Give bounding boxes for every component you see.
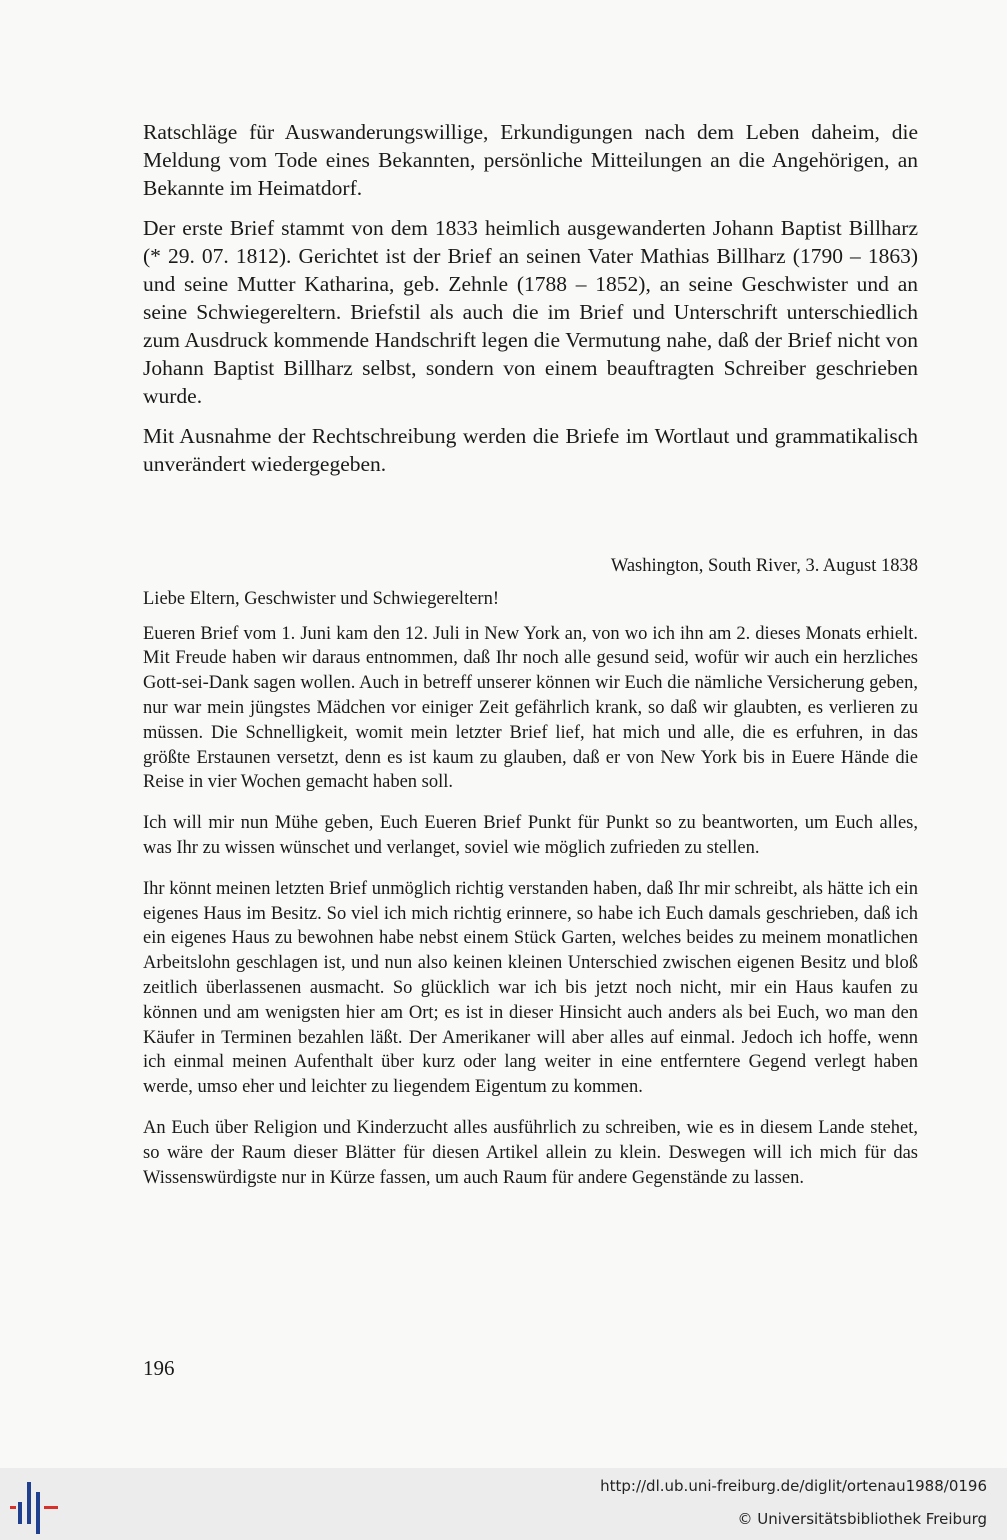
footer-copyright: © Universitätsbibliothek Freiburg: [737, 1510, 987, 1528]
footer-url-link[interactable]: http://dl.ub.uni-freiburg.de/diglit/ortenau1988/0196: [600, 1477, 987, 1495]
letter-salutation: Liebe Eltern, Geschwister und Schwiegereltern!: [143, 588, 499, 609]
letter-paragraph: Ich will mir nun Mühe geben, Euch Eueren Brief Punkt für Punkt so zu beantworten, um Euch alles, was Ihr zu wissen wünschet und verlanget, soviel wie möglich zufrieden zu stellen.: [143, 813, 918, 858]
page-number: 196: [143, 1356, 175, 1380]
intro-paragraph: Ratschläge für Auswanderungswillige, Erkundigungen nach dem Leben daheim, die Meldung vom Tode eines Bekannten, persönliche Mitteilungen an die Angehörigen, an Bekannte im Heimatdorf.: [143, 120, 918, 200]
letter-paragraph: Ihr könnt meinen letzten Brief unmöglich richtig verstanden haben, daß Ihr mir schreibt, als hätte ich ein eigenes Haus im Besitz. So viel ich mich richtig erinnere, so habe ich Euch damals geschrieben, daß ich ein eigenes Haus zu bewohnen habe nebst einem Stück Garten, welches beides zu meinem monatlichen Arbeitslohn geschlagen ist, und nun also keinen kleinen Unterschied zwischen eigenen Besitz und bloß zeitlich überlassenen ausmacht. So glücklich war ich bis jetzt noch nicht, mir ein Haus kaufen zu können und am wenigsten hier am Ort; es ist in dieser Hinsicht auch anders als bei Euch, wo man den Käufer in Terminen bezahlen läßt. Der Amerikaner will aber alles auf einmal. Jedoch ich hoffe, wenn ich einmal meinen Aufenthalt über kurz oder lang weiter in eine entferntere Gegend verlegt haben werde, umso eher und leichter zu liegendem Eigentum zu kommen.: [143, 878, 918, 1098]
intro-section: [143, 118, 918, 490]
letter-dateline: Washington, South River, 3. August 1838: [610, 556, 918, 576]
footer-bar: [0, 1468, 1007, 1540]
ub-freiburg-logo-icon: [8, 1478, 64, 1534]
letter-paragraph: Eueren Brief vom 1. Juni kam den 12. Juli in New York an, von wo ich ihn am 2. dieses Monats erhielt. Mit Freude haben wir daraus entnommen, daß Ihr noch alle gesund seid, wofür wir auch ein herzliches Gott-sei-Dank sagen wollen. Auch in betreff unserer können wir Euch die nämliche Versicherung geben, nur war mein jüngstes Mädchen vor einiger Zeit gefährlich krank, so daß wir glaubten, es verlieren zu müssen. Die Schnelligkeit, womit mein letzter Brief lief, hat mich und alle, die es erfuhren, in das größte Erstaunen versetzt, denn es ist kaum zu glauben, daß er von New York bis in Euere Hände die Reise in vier Wochen gemacht haben soll.: [143, 623, 918, 793]
letter-paragraph: An Euch über Religion und Kinderzucht alles ausführlich zu schreiben, wie es in diesem Lande stehet, so wäre der Raum dieser Blätter für diesen Artikel allein zu klein. Deswegen will ich mich für das Wissenswürdigste nur in Kürze fassen, um auch Raum für andere Gegenstände zu lassen.: [143, 1117, 918, 1188]
intro-paragraph: Mit Ausnahme der Rechtschreibung werden die Briefe im Wortlaut und grammatikalisch unverändert wiedergegeben.: [143, 424, 918, 476]
letter-section: [143, 554, 918, 1206]
intro-paragraph: Der erste Brief stammt von dem 1833 heimlich ausgewanderten Johann Baptist Billharz (* 29. 07. 1812). Gerichtet ist der Brief an seinen Vater Mathias Billharz (1790 – 1863) und seine Mutter Katharina, geb. Zehnle (1788 – 1852), an seine Geschwister und an seine Schwiegereltern. Briefstil als auch die im Brief und Unterschrift unterschiedlich zum Ausdruck kommende Handschrift legen die Vermutung nahe, daß der Brief nicht von Johann Baptist Billharz selbst, sondern von einem beauftragten Schreiber geschrieben wurde.: [143, 216, 918, 408]
